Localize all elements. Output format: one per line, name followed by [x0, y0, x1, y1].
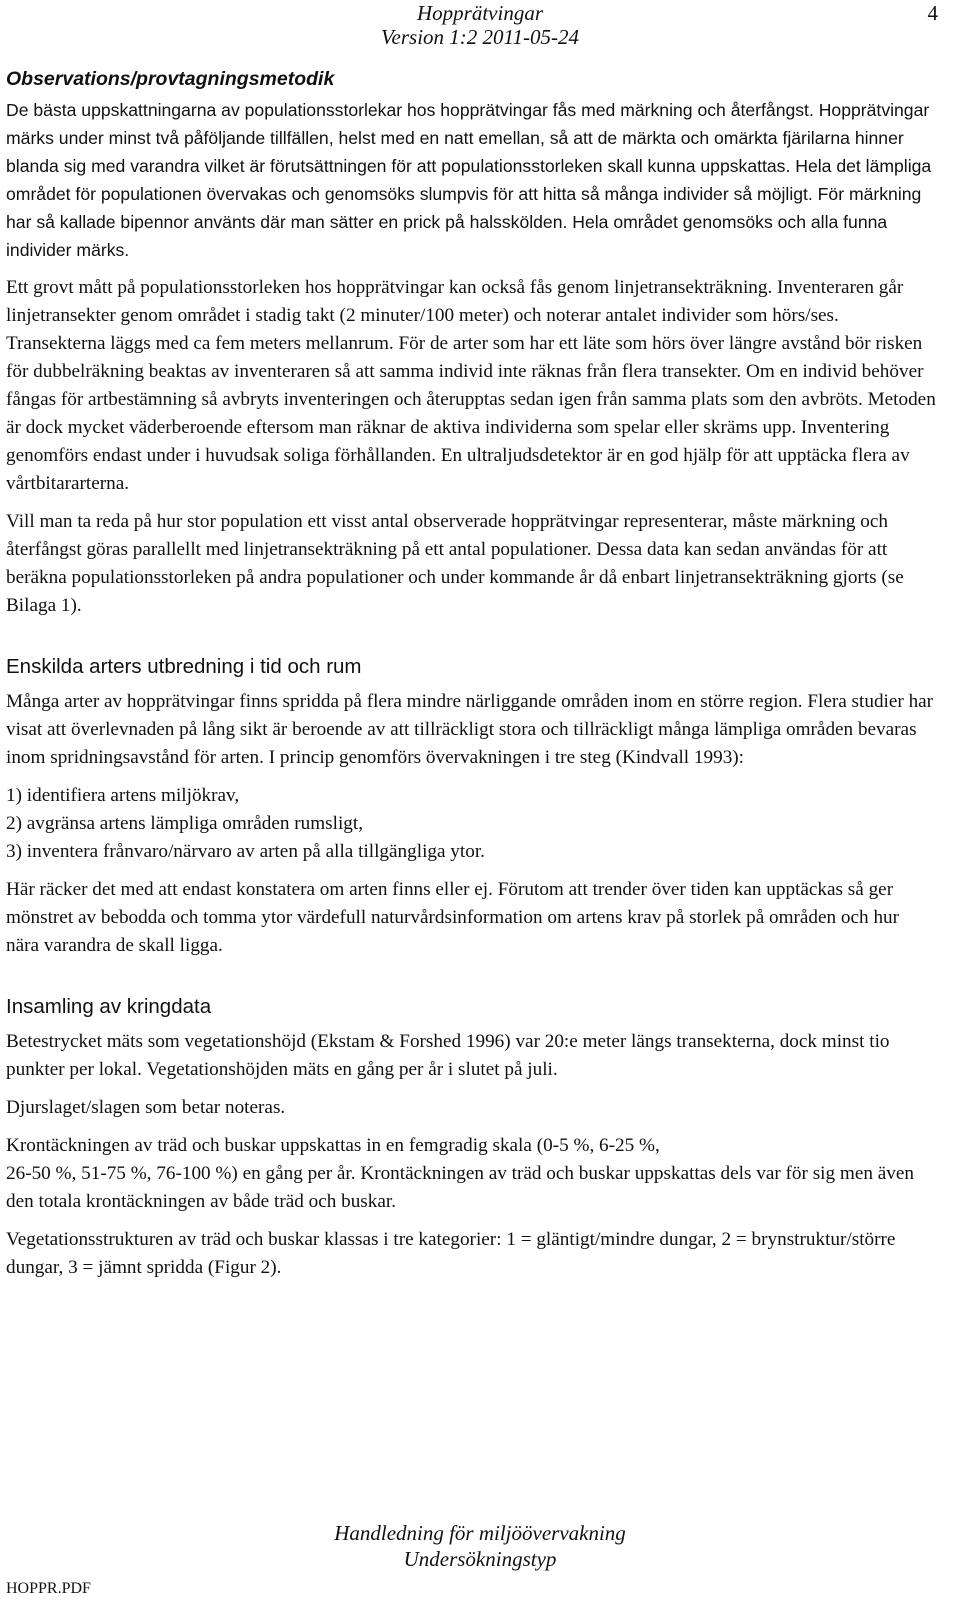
paragraph-line-transect: Ett grovt mått på populationsstorleken hos hopprätvingar kan också fås genom linjetransekträkning. Inventeraren går linjetransekter genom området i stadig takt (2 minuter/100 meter) och noterar antalet individer som hörs/ses. Transekterna läggs med ca fem meters mellanrum. För de arter som har ett läte som hörs över längre avstånd bör risken för dubbelräkning beaktas av inventeraren så att samma individ inte räknas från flera transekter. Om en individ behöver fångas för artbestämning så avbryts inventeringen och återupptas sedan igen från samma plats som den avbröts. Metoden är dock mycket väderberoende eftersom man räknar de aktiva individerna som spelar eller skräms upp. Inventering genomförs endast under i huvudsak soliga förhållanden. En ultraljudsdetektor är en god hjälp för att upptäcka flera av vårtbitararterna.: [6, 277, 936, 494]
section-heading-observations: Observations/provtagningsmetodik: [6, 68, 335, 90]
list-item-step-1: 1) identifiera artens miljökrav,: [6, 785, 240, 806]
paragraph-distribution-intro: Många arter av hopprätvingar finns spridda på flera mindre närliggande områden inom en större region. Flera studier har visat att överlevnaden på lång sikt är beroende av att tillräckligt stora och tillräckligt många lämpliga områden bevaras inom spridningsavstånd för arten. I princip genomförs övervakningen i tre steg (Kindvall 1993):: [6, 691, 934, 768]
paragraph-canopy-cover: [6, 1132, 936, 1216]
footer-survey-type: Undersökningstyp: [403, 1547, 557, 1571]
paragraph-marking-recapture: De bästa uppskattningarna av populationsstorlekar hos hopprätvingar fås med märkning och återfångst. Hopprätvingar märks under minst två påföljande tillfällen, helst med en natt emellan, så att de märkta och omärkta fjärilarna hinner blanda sig med varandra vilket är förutsättningen för att populationsstorleken skall kunna uppskattas. Hela det lämpliga området för populationen övervakas och genomsöks slumpvis för att hitta så många individer så möjligt. För märkning har så kallade bipennor använts där man sätter en prick på halsskölden. Hela området genomsöks och alla funna individer märks.: [6, 100, 932, 260]
paragraph-grazing-pressure: Betestrycket mäts som vegetationshöjd (Ekstam & Forshed 1996) var 20:e meter längs transekterna, dock minst tio punkter per lokal. Vegetationshöjden mäts en gång per år i slutet på juli.: [6, 1031, 890, 1080]
page-content: [6, 66, 936, 1292]
footer-handbook-title: Handledning för miljöövervakning: [334, 1521, 626, 1545]
running-header-version: Version 1:2 2011-05-24: [381, 25, 579, 49]
paragraph-grazing-animals: Djurslaget/slagen som betar noteras.: [6, 1097, 286, 1118]
running-header-title: Hopprätvingar: [417, 1, 543, 25]
list-item-step-2: 2) avgränsa artens lämpliga områden rumsligt,: [6, 813, 363, 834]
paragraph-population-estimate: Vill man ta reda på hur stor population ett visst antal observerade hopprätvingar representerar, måste märkning och återfångst göras parallellt med linjetransekträkning på ett antal populationer. Dessa data kan sedan användas för att beräkna populationsstorleken på andra populationer och under kommande år då enbart linjetransekträkning gjorts (se Bilaga 1).: [6, 511, 904, 616]
canopy-cover-line1: Krontäckningen av träd och buskar uppskattas in en femgradig skala (0-5 %, 6-25 %,: [6, 1135, 660, 1156]
page-number: 4: [927, 1, 938, 25]
section-heading-distribution: Enskilda arters utbredning i tid och rum: [6, 655, 362, 678]
list-item-step-3: 3) inventera frånvaro/närvaro av arten på alla tillgängliga ytor.: [6, 841, 485, 862]
section-heading-collection: Insamling av kringdata: [6, 995, 212, 1018]
footer-file-name: HOPPR.PDF: [6, 1580, 91, 1597]
canopy-cover-rest: 26-50 %, 51-75 %, 76-100 %) en gång per år. Krontäckningen av träd och buskar uppskattas dels var för sig men även den totala krontäckningen av både träd och buskar.: [6, 1163, 914, 1212]
paragraph-presence-absence: Här räcker det med att endast konstatera om arten finns eller ej. Förutom att trender över tiden kan upptäckas så ger mönstret av bebodda och tomma ytor värdefull naturvårdsinformation om artens krav på storlek på områden och hur nära varandra de skall ligga.: [6, 879, 900, 956]
paragraph-vegetation-structure: Vegetationsstrukturen av träd och buskar klassas i tre kategorier: 1 = gläntigt/mindre dungar, 2 = brynstruktur/större dungar, 3 = jämnt spridda (Figur 2).: [6, 1229, 896, 1278]
